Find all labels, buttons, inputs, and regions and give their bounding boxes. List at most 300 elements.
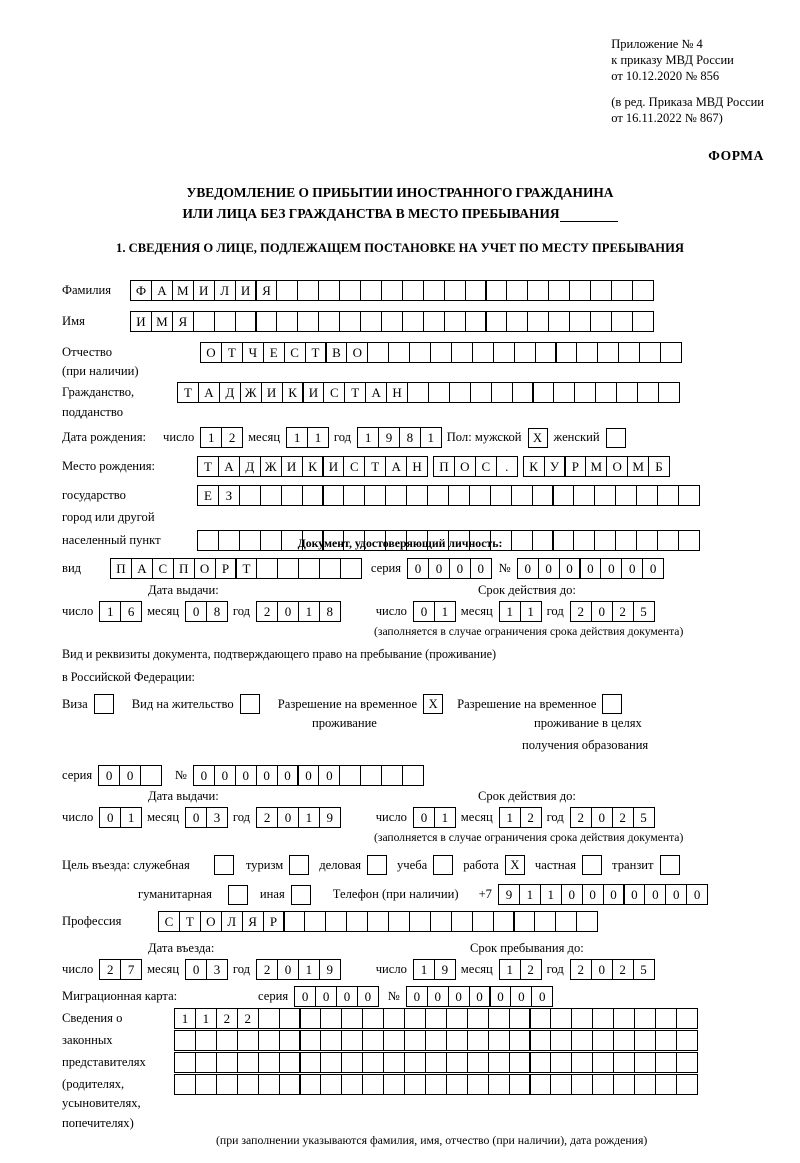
char-cell[interactable] <box>362 1008 384 1029</box>
char-cell[interactable] <box>298 558 320 579</box>
char-cell[interactable] <box>237 1052 259 1073</box>
char-cell[interactable]: Б <box>648 456 670 477</box>
char-cell[interactable] <box>529 1008 551 1029</box>
char-cell[interactable]: Т <box>221 342 243 363</box>
char-cell[interactable] <box>467 1052 489 1073</box>
char-cell[interactable] <box>325 911 347 932</box>
char-cell[interactable] <box>299 1074 321 1095</box>
char-cell[interactable]: 0 <box>315 986 337 1007</box>
char-cell[interactable]: 5 <box>633 601 655 622</box>
char-cell[interactable]: А <box>198 382 220 403</box>
char-cell[interactable] <box>655 1030 677 1051</box>
char-cell[interactable]: О <box>194 558 216 579</box>
char-cell[interactable]: 0 <box>185 959 207 980</box>
char-cell[interactable] <box>613 1008 635 1029</box>
char-cell[interactable] <box>488 1008 510 1029</box>
char-cell[interactable]: 0 <box>277 807 299 828</box>
char-cell[interactable] <box>535 342 557 363</box>
char-cell[interactable] <box>388 342 410 363</box>
char-cell[interactable]: О <box>454 456 476 477</box>
char-cell[interactable]: 0 <box>277 765 299 786</box>
char-cell[interactable]: 3 <box>206 959 228 980</box>
char-cell[interactable]: 1 <box>420 427 442 448</box>
char-cell[interactable] <box>660 342 682 363</box>
char-cell[interactable]: 0 <box>235 765 257 786</box>
char-cell[interactable] <box>509 1052 531 1073</box>
char-cell[interactable] <box>216 1052 238 1073</box>
char-cell[interactable]: 9 <box>434 959 456 980</box>
char-cell[interactable] <box>490 485 512 506</box>
char-cell[interactable]: Р <box>564 456 586 477</box>
char-cell[interactable]: 3 <box>206 807 228 828</box>
char-cell[interactable] <box>613 1030 635 1051</box>
sex-male-checkbox[interactable]: Х <box>528 428 548 448</box>
char-cell[interactable] <box>299 1052 321 1073</box>
char-cell[interactable] <box>140 765 162 786</box>
char-cell[interactable] <box>406 485 428 506</box>
char-cell[interactable] <box>529 1052 551 1073</box>
char-cell[interactable] <box>402 280 424 301</box>
char-cell[interactable]: 1 <box>298 959 320 980</box>
char-cell[interactable] <box>550 1052 572 1073</box>
char-cell[interactable] <box>404 1030 426 1051</box>
char-cell[interactable] <box>385 485 407 506</box>
stay-valid-day-input[interactable] <box>413 807 455 828</box>
char-cell[interactable] <box>576 342 598 363</box>
char-cell[interactable] <box>527 280 549 301</box>
char-cell[interactable]: Ч <box>242 342 264 363</box>
char-cell[interactable] <box>655 1074 677 1095</box>
stay-issue-month-input[interactable] <box>185 807 227 828</box>
char-cell[interactable]: Н <box>386 382 408 403</box>
char-cell[interactable]: 2 <box>612 601 634 622</box>
char-cell[interactable]: 1 <box>298 601 320 622</box>
char-cell[interactable] <box>550 1074 572 1095</box>
char-cell[interactable]: 1 <box>499 807 521 828</box>
char-cell[interactable]: 0 <box>297 765 319 786</box>
char-cell[interactable]: 0 <box>665 884 687 905</box>
char-cell[interactable] <box>590 280 612 301</box>
char-cell[interactable]: 1 <box>195 1008 217 1029</box>
char-cell[interactable] <box>595 382 617 403</box>
char-cell[interactable]: 8 <box>319 601 341 622</box>
char-cell[interactable] <box>404 1052 426 1073</box>
sex-female-checkbox[interactable] <box>606 428 626 448</box>
char-cell[interactable] <box>214 311 236 332</box>
birth-place-city-input[interactable] <box>433 456 517 477</box>
char-cell[interactable] <box>472 911 494 932</box>
legal-rep-input-4[interactable] <box>174 1074 697 1095</box>
char-cell[interactable] <box>488 1030 510 1051</box>
purpose-tourism-checkbox[interactable] <box>289 855 309 875</box>
char-cell[interactable]: 1 <box>99 601 121 622</box>
char-cell[interactable]: Ж <box>260 456 282 477</box>
birth-place-country-input[interactable] <box>197 456 427 477</box>
char-cell[interactable] <box>532 382 554 403</box>
migration-number-input[interactable] <box>406 986 552 1007</box>
char-cell[interactable]: 2 <box>570 601 592 622</box>
purpose-work-checkbox[interactable]: Х <box>505 855 525 875</box>
char-cell[interactable] <box>195 1052 217 1073</box>
char-cell[interactable] <box>430 342 452 363</box>
char-cell[interactable] <box>467 1008 489 1029</box>
char-cell[interactable]: 0 <box>413 601 435 622</box>
char-cell[interactable] <box>592 1074 614 1095</box>
char-cell[interactable] <box>256 558 278 579</box>
char-cell[interactable] <box>428 382 450 403</box>
char-cell[interactable]: 0 <box>559 558 581 579</box>
char-cell[interactable]: 0 <box>621 558 643 579</box>
char-cell[interactable]: Т <box>177 382 199 403</box>
char-cell[interactable] <box>343 485 365 506</box>
char-cell[interactable]: 2 <box>612 959 634 980</box>
char-cell[interactable] <box>360 765 382 786</box>
char-cell[interactable] <box>613 1052 635 1073</box>
char-cell[interactable] <box>576 911 598 932</box>
char-cell[interactable] <box>657 485 679 506</box>
char-cell[interactable] <box>634 1052 656 1073</box>
doc-valid-year-input[interactable] <box>570 601 654 622</box>
char-cell[interactable] <box>451 342 473 363</box>
char-cell[interactable] <box>448 485 470 506</box>
char-cell[interactable] <box>491 382 513 403</box>
phone-input[interactable] <box>498 884 707 905</box>
char-cell[interactable]: 0 <box>277 959 299 980</box>
purpose-transit-checkbox[interactable] <box>660 855 680 875</box>
char-cell[interactable] <box>634 1008 656 1029</box>
char-cell[interactable]: 9 <box>319 807 341 828</box>
char-cell[interactable]: И <box>130 311 152 332</box>
char-cell[interactable]: П <box>173 558 195 579</box>
char-cell[interactable] <box>409 911 431 932</box>
char-cell[interactable] <box>472 342 494 363</box>
char-cell[interactable]: А <box>385 456 407 477</box>
char-cell[interactable]: 1 <box>298 807 320 828</box>
char-cell[interactable]: 0 <box>336 986 358 1007</box>
char-cell[interactable] <box>276 280 298 301</box>
char-cell[interactable]: Т <box>197 456 219 477</box>
residence-permit-checkbox[interactable] <box>240 694 260 714</box>
char-cell[interactable]: Т <box>179 911 201 932</box>
char-cell[interactable]: 0 <box>561 884 583 905</box>
char-cell[interactable] <box>470 382 492 403</box>
char-cell[interactable]: 2 <box>237 1008 259 1029</box>
char-cell[interactable] <box>488 1052 510 1073</box>
char-cell[interactable]: С <box>152 558 174 579</box>
char-cell[interactable]: 0 <box>98 765 120 786</box>
char-cell[interactable]: 0 <box>357 986 379 1007</box>
char-cell[interactable] <box>367 342 389 363</box>
char-cell[interactable] <box>574 382 596 403</box>
char-cell[interactable]: М <box>172 280 194 301</box>
birth-day-input[interactable] <box>200 427 242 448</box>
char-cell[interactable]: 1 <box>499 601 521 622</box>
surname-input[interactable] <box>130 280 653 301</box>
char-cell[interactable] <box>340 558 362 579</box>
char-cell[interactable]: Т <box>364 456 386 477</box>
entry-year-input[interactable] <box>256 959 340 980</box>
char-cell[interactable] <box>297 311 319 332</box>
char-cell[interactable] <box>425 1052 447 1073</box>
char-cell[interactable] <box>362 1074 384 1095</box>
char-cell[interactable] <box>407 382 429 403</box>
char-cell[interactable] <box>592 1008 614 1029</box>
char-cell[interactable]: С <box>475 456 497 477</box>
char-cell[interactable]: 1 <box>499 959 521 980</box>
char-cell[interactable] <box>239 485 261 506</box>
char-cell[interactable] <box>237 1074 259 1095</box>
char-cell[interactable]: . <box>496 456 518 477</box>
char-cell[interactable] <box>174 1030 196 1051</box>
stay-until-day-input[interactable] <box>413 959 455 980</box>
purpose-study-checkbox[interactable] <box>433 855 453 875</box>
char-cell[interactable] <box>444 311 466 332</box>
char-cell[interactable] <box>383 1074 405 1095</box>
char-cell[interactable]: И <box>193 280 215 301</box>
char-cell[interactable] <box>485 311 507 332</box>
stay-number-input[interactable] <box>193 765 423 786</box>
char-cell[interactable] <box>318 311 340 332</box>
char-cell[interactable] <box>319 558 341 579</box>
char-cell[interactable]: У <box>544 456 566 477</box>
char-cell[interactable] <box>360 280 382 301</box>
char-cell[interactable]: А <box>218 456 240 477</box>
char-cell[interactable] <box>613 1074 635 1095</box>
char-cell[interactable]: Ф <box>130 280 152 301</box>
stay-valid-month-input[interactable] <box>499 807 541 828</box>
char-cell[interactable]: Д <box>219 382 241 403</box>
char-cell[interactable] <box>320 1008 342 1029</box>
char-cell[interactable] <box>552 485 574 506</box>
char-cell[interactable]: 1 <box>174 1008 196 1029</box>
char-cell[interactable] <box>260 485 282 506</box>
char-cell[interactable] <box>320 1052 342 1073</box>
stay-until-month-input[interactable] <box>499 959 541 980</box>
char-cell[interactable] <box>364 485 386 506</box>
char-cell[interactable]: 0 <box>185 601 207 622</box>
purpose-humanitarian-checkbox[interactable] <box>228 885 248 905</box>
char-cell[interactable]: Л <box>214 280 236 301</box>
char-cell[interactable] <box>465 311 487 332</box>
char-cell[interactable] <box>590 311 612 332</box>
char-cell[interactable]: О <box>200 911 222 932</box>
birth-place-locality-input[interactable] <box>523 456 669 477</box>
char-cell[interactable] <box>320 1074 342 1095</box>
char-cell[interactable] <box>529 1030 551 1051</box>
char-cell[interactable] <box>658 382 680 403</box>
char-cell[interactable]: 0 <box>686 884 708 905</box>
char-cell[interactable]: 1 <box>357 427 379 448</box>
char-cell[interactable] <box>258 1052 280 1073</box>
char-cell[interactable]: 1 <box>519 884 541 905</box>
char-cell[interactable]: 1 <box>120 807 142 828</box>
char-cell[interactable]: М <box>627 456 649 477</box>
char-cell[interactable] <box>676 1074 698 1095</box>
doc-number-input[interactable] <box>517 558 663 579</box>
char-cell[interactable] <box>611 280 633 301</box>
char-cell[interactable] <box>383 1052 405 1073</box>
doc-valid-day-input[interactable] <box>413 601 455 622</box>
doc-valid-month-input[interactable] <box>499 601 541 622</box>
char-cell[interactable] <box>367 911 389 932</box>
char-cell[interactable] <box>571 1074 593 1095</box>
char-cell[interactable]: 8 <box>206 601 228 622</box>
char-cell[interactable]: Е <box>197 485 219 506</box>
entry-day-input[interactable] <box>99 959 141 980</box>
char-cell[interactable] <box>258 1008 280 1029</box>
char-cell[interactable] <box>425 1074 447 1095</box>
char-cell[interactable] <box>532 485 554 506</box>
char-cell[interactable] <box>402 311 424 332</box>
char-cell[interactable]: О <box>606 456 628 477</box>
char-cell[interactable] <box>467 1074 489 1095</box>
char-cell[interactable] <box>548 280 570 301</box>
char-cell[interactable]: 0 <box>591 807 613 828</box>
char-cell[interactable]: 0 <box>623 884 645 905</box>
char-cell[interactable] <box>555 911 577 932</box>
char-cell[interactable] <box>634 1074 656 1095</box>
migration-series-input[interactable] <box>294 986 378 1007</box>
stay-series-input[interactable] <box>98 765 161 786</box>
char-cell[interactable]: 0 <box>277 601 299 622</box>
char-cell[interactable] <box>195 1030 217 1051</box>
char-cell[interactable] <box>534 911 556 932</box>
char-cell[interactable] <box>235 311 257 332</box>
char-cell[interactable]: 1 <box>200 427 222 448</box>
char-cell[interactable] <box>237 1030 259 1051</box>
char-cell[interactable] <box>446 1074 468 1095</box>
char-cell[interactable]: К <box>302 456 324 477</box>
char-cell[interactable]: Т <box>305 342 327 363</box>
char-cell[interactable] <box>506 280 528 301</box>
char-cell[interactable] <box>509 1008 531 1029</box>
char-cell[interactable]: С <box>323 382 345 403</box>
char-cell[interactable]: 0 <box>600 558 622 579</box>
char-cell[interactable] <box>571 1052 593 1073</box>
char-cell[interactable]: 1 <box>413 959 435 980</box>
char-cell[interactable] <box>511 485 533 506</box>
char-cell[interactable]: 1 <box>434 601 456 622</box>
char-cell[interactable]: 0 <box>427 986 449 1007</box>
char-cell[interactable]: 0 <box>119 765 141 786</box>
char-cell[interactable] <box>383 1008 405 1029</box>
char-cell[interactable] <box>174 1052 196 1073</box>
char-cell[interactable]: 0 <box>406 986 428 1007</box>
char-cell[interactable]: П <box>433 456 455 477</box>
char-cell[interactable]: К <box>282 382 304 403</box>
char-cell[interactable] <box>655 1052 677 1073</box>
char-cell[interactable] <box>425 1030 447 1051</box>
stay-issue-year-input[interactable] <box>256 807 340 828</box>
char-cell[interactable]: 0 <box>99 807 121 828</box>
char-cell[interactable]: 1 <box>286 427 308 448</box>
char-cell[interactable]: 1 <box>434 807 456 828</box>
char-cell[interactable] <box>676 1030 698 1051</box>
char-cell[interactable] <box>493 911 515 932</box>
char-cell[interactable]: Д <box>239 456 261 477</box>
birth-place-input-2[interactable] <box>197 485 699 506</box>
char-cell[interactable]: 2 <box>256 601 278 622</box>
char-cell[interactable] <box>360 311 382 332</box>
char-cell[interactable] <box>279 1030 301 1051</box>
char-cell[interactable]: 7 <box>120 959 142 980</box>
char-cell[interactable]: 0 <box>413 807 435 828</box>
stay-until-year-input[interactable] <box>570 959 654 980</box>
char-cell[interactable]: Р <box>215 558 237 579</box>
char-cell[interactable]: 0 <box>591 601 613 622</box>
char-cell[interactable] <box>444 280 466 301</box>
char-cell[interactable]: 5 <box>633 807 655 828</box>
char-cell[interactable]: 2 <box>612 807 634 828</box>
char-cell[interactable]: 2 <box>570 959 592 980</box>
char-cell[interactable]: 5 <box>633 959 655 980</box>
char-cell[interactable]: И <box>281 456 303 477</box>
birth-year-input[interactable] <box>357 427 441 448</box>
char-cell[interactable] <box>388 911 410 932</box>
purpose-other-checkbox[interactable] <box>291 885 311 905</box>
char-cell[interactable]: Т <box>235 558 257 579</box>
char-cell[interactable]: 0 <box>510 986 532 1007</box>
char-cell[interactable] <box>485 280 507 301</box>
char-cell[interactable] <box>299 1008 321 1029</box>
profession-input[interactable] <box>158 911 597 932</box>
char-cell[interactable] <box>469 485 491 506</box>
char-cell[interactable] <box>381 765 403 786</box>
char-cell[interactable] <box>611 311 633 332</box>
char-cell[interactable]: 0 <box>185 807 207 828</box>
char-cell[interactable]: 8 <box>399 427 421 448</box>
char-cell[interactable]: Е <box>263 342 285 363</box>
char-cell[interactable] <box>550 1030 572 1051</box>
char-cell[interactable]: 0 <box>579 558 601 579</box>
char-cell[interactable]: 0 <box>642 558 664 579</box>
char-cell[interactable] <box>341 1008 363 1029</box>
char-cell[interactable] <box>678 485 700 506</box>
char-cell[interactable] <box>318 280 340 301</box>
char-cell[interactable] <box>488 1074 510 1095</box>
char-cell[interactable] <box>555 342 577 363</box>
legal-rep-input-1[interactable] <box>174 1008 697 1029</box>
char-cell[interactable] <box>615 485 637 506</box>
char-cell[interactable] <box>513 911 535 932</box>
doc-issue-day-input[interactable] <box>99 601 141 622</box>
char-cell[interactable] <box>618 342 640 363</box>
char-cell[interactable] <box>362 1030 384 1051</box>
char-cell[interactable]: 0 <box>449 558 471 579</box>
char-cell[interactable]: О <box>346 342 368 363</box>
char-cell[interactable] <box>341 1052 363 1073</box>
stay-valid-year-input[interactable] <box>570 807 654 828</box>
char-cell[interactable] <box>571 1030 593 1051</box>
char-cell[interactable] <box>449 382 471 403</box>
char-cell[interactable] <box>632 280 654 301</box>
char-cell[interactable]: С <box>284 342 306 363</box>
char-cell[interactable]: К <box>523 456 545 477</box>
char-cell[interactable] <box>423 280 445 301</box>
char-cell[interactable] <box>425 1008 447 1029</box>
char-cell[interactable] <box>569 280 591 301</box>
char-cell[interactable] <box>383 1030 405 1051</box>
char-cell[interactable] <box>592 1030 614 1051</box>
char-cell[interactable] <box>512 382 534 403</box>
char-cell[interactable]: 2 <box>256 807 278 828</box>
char-cell[interactable] <box>341 1030 363 1051</box>
char-cell[interactable] <box>467 1030 489 1051</box>
char-cell[interactable] <box>341 1074 363 1095</box>
char-cell[interactable]: С <box>158 911 180 932</box>
stay-issue-day-input[interactable] <box>99 807 141 828</box>
char-cell[interactable]: 0 <box>469 986 491 1007</box>
